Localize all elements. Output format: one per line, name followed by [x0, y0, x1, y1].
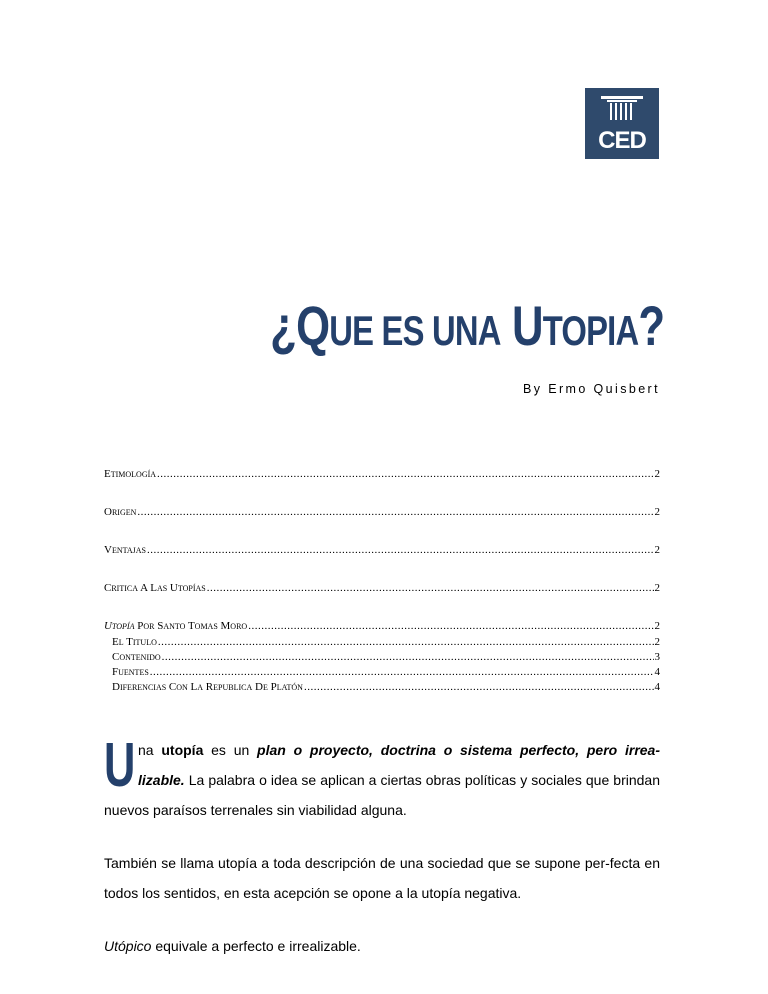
document-body: [104, 731, 660, 961]
toc-entry-etimologia[interactable]: Etimología ..... 2: [104, 468, 660, 481]
toc-entry-diferencias[interactable]: Diferencias Con La Republica De Platón ..... 4: [104, 680, 660, 695]
logo-text: CED: [598, 127, 646, 154]
paragraph-definition: También se llama utopía a toda descripción de una sociedad que se supone per-fecta en todos los sentidos, en esta acepción se opone a la utopía negativa.: [104, 855, 660, 901]
ced-logo: [585, 88, 659, 159]
toc-entry-critica[interactable]: Critica A Las Utopías ..... 2: [104, 582, 660, 595]
paragraph-intro: Una utopía es un plan o proyecto, doctrina o sistema perfecto, pero irrea-lizable. La palabra o idea se aplican a ciertas obras políticas y sociales que brindan nuevos paraísos terrenales sin viabilidad alguna.: [104, 731, 660, 818]
column-icon: [601, 96, 643, 122]
page-title: ¿QUE ES UNA UTOPIA?: [269, 294, 664, 357]
author-byline: By Ermo Quisbert: [522, 382, 660, 396]
toc-entry-fuentes[interactable]: Fuentes ..... 4: [104, 665, 660, 680]
table-of-contents: [104, 468, 660, 695]
toc-entry-utopia-moro[interactable]: Utopía Por Santo Tomas Moro ..... 2: [104, 620, 660, 633]
paragraph-utopico: Utópico equivale a perfecto e irrealizable.: [104, 938, 361, 954]
toc-entry-contenido[interactable]: Contenido ..... 3: [104, 650, 660, 665]
toc-entry-titulo[interactable]: El Titulo ..... 2: [104, 635, 660, 650]
toc-entry-origen[interactable]: Origen ..... 2: [104, 506, 660, 519]
toc-entry-ventajas[interactable]: Ventajas ..... 2: [104, 544, 660, 557]
drop-cap: U: [104, 731, 136, 800]
